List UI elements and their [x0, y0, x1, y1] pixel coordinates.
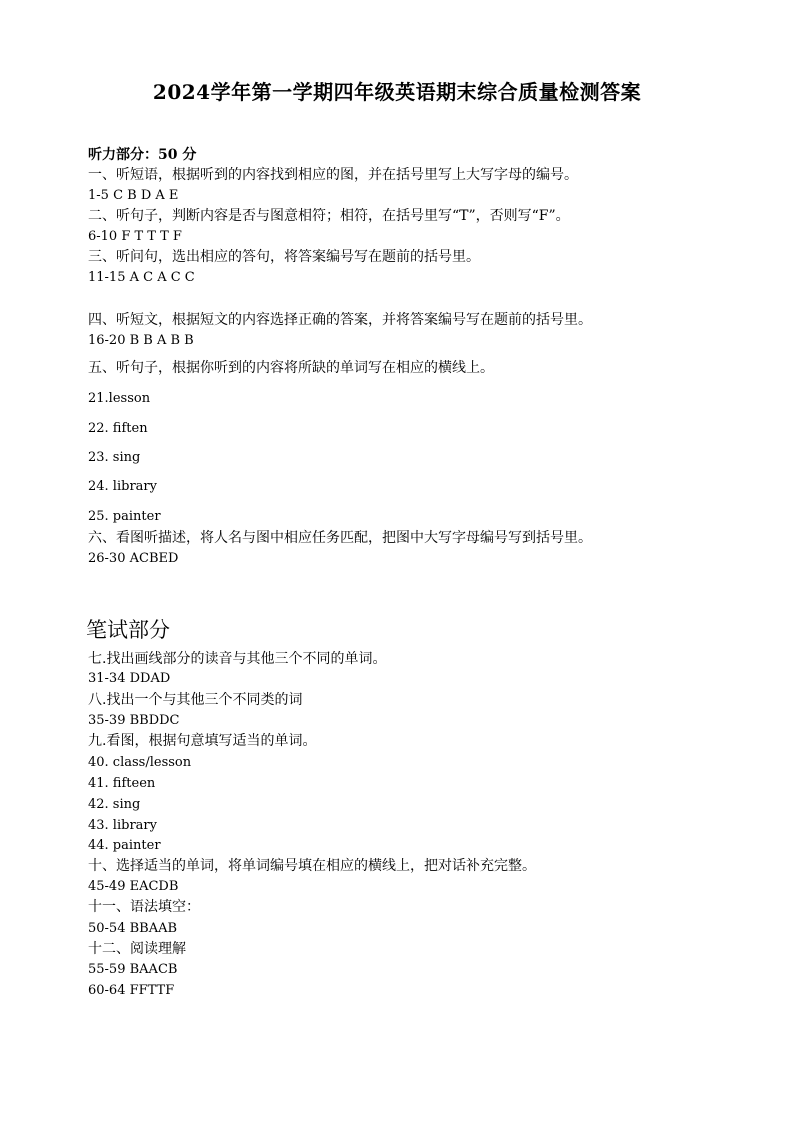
question-4-instruction: 四、听短文，根据短文的内容选择正确的答案，并将答案编号写在题前的括号里。 — [88, 312, 592, 328]
question-12-answer-b: 60-64 FFTTF — [88, 983, 175, 998]
question-12-answer-a: 55-59 BAACB — [88, 962, 178, 977]
written-answer-42: 42. sing — [88, 797, 141, 812]
question-1-instruction: 一、听短语，根据听到的内容找到相应的图，并在括号里写上大写字母的编号。 — [88, 167, 578, 183]
question-3-instruction: 三、听问句，选出相应的答句，将答案编号写在题前的括号里。 — [88, 249, 480, 265]
written-answer-40: 40. class/lesson — [88, 755, 192, 770]
question-10-answer: 45-49 EACDB — [88, 879, 179, 894]
fill-answer-21: 21.lesson — [88, 391, 151, 406]
question-8-instruction: 八.找出一个与其他三个不同类的词 — [88, 692, 303, 708]
question-6-instruction: 六、看图听描述，将人名与图中相应任务匹配，把图中大写字母编号写到括号里。 — [88, 530, 592, 546]
question-8-answer: 35-39 BBDDC — [88, 713, 180, 728]
question-5-instruction: 五、听句子，根据你听到的内容将所缺的单词写在相应的横线上。 — [88, 360, 494, 376]
listening-section-header: 听力部分：50 分 — [88, 147, 197, 163]
question-11-answer: 50-54 BBAAB — [88, 921, 178, 936]
written-answer-41: 41. fifteen — [88, 776, 156, 791]
question-1-answer: 1-5 C B D A E — [88, 188, 179, 203]
question-7-answer: 31-34 DDAD — [88, 671, 171, 686]
fill-answer-22: 22. fiften — [88, 421, 148, 436]
question-7-instruction: 七.找出画线部分的读音与其他三个不同的单词。 — [88, 651, 387, 667]
question-3-answer: 11-15 A C A C C — [88, 270, 195, 285]
fill-answer-25: 25. painter — [88, 509, 161, 524]
fill-answer-23: 23. sing — [88, 450, 141, 465]
document-title: 2024学年第一学期四年级英语期末综合质量检测答案 — [152, 80, 642, 104]
fill-answer-24: 24. library — [88, 479, 157, 494]
question-6-answer: 26-30 ACBED — [88, 551, 179, 566]
question-2-answer: 6-10 F T T T F — [88, 229, 182, 244]
written-answer-43: 43. library — [88, 818, 157, 833]
question-9-instruction: 九.看图，根据句意填写适当的单词。 — [88, 733, 317, 749]
question-4-answer: 16-20 B B A B B — [88, 333, 194, 348]
question-10-instruction: 十、选择适当的单词，将单词编号填在相应的横线上，把对话补充完整。 — [88, 858, 536, 874]
question-11-instruction: 十一、语法填空： — [88, 899, 200, 915]
written-section-header: 笔试部分 — [86, 618, 170, 642]
question-2-instruction: 二、听句子，判断内容是否与图意相符；相符，在括号里写“T”，否则写“F”。 — [88, 208, 570, 224]
question-12-instruction: 十二、阅读理解 — [88, 941, 186, 957]
written-answer-44: 44. painter — [88, 838, 161, 853]
